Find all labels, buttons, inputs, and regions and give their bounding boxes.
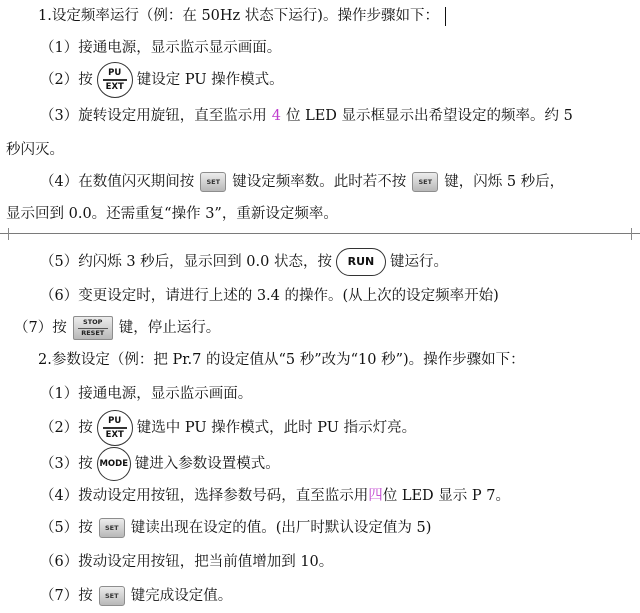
s1-step2-post: 键设定 PU 操作模式。 — [136, 72, 284, 88]
s2-step3-post: 键进入参数设置模式。 — [134, 456, 280, 472]
s1-step5-a: （5）约闪烁 3 秒后，显示回到 0.0 状态，按 — [40, 254, 332, 270]
s2-step2-pre: （2）按 — [40, 420, 93, 436]
s1-step3-a: （3）旋转设定用旋钮，直至监示用 — [40, 108, 267, 124]
ext-label: EXT — [105, 429, 124, 440]
s1-step1-text: （1）接通电源，显示监示显示画面。 — [40, 40, 282, 56]
reset-label: RESET — [81, 328, 105, 337]
s1-step3-cont — [6, 140, 64, 160]
s2-step6 — [40, 552, 333, 572]
stop-reset-key-icon — [73, 316, 113, 340]
s2-step7 — [40, 586, 232, 606]
s2-step3 — [40, 454, 280, 474]
s1-step5 — [40, 252, 448, 272]
s1-step7-b: 键，停止运行。 — [118, 320, 221, 336]
s2-step5-post: 键读出现在设定的值。(出厂时默认设定值为 5) — [130, 520, 432, 536]
pu-ext-key-icon — [97, 410, 133, 446]
s1-step4-c: 键，闪烁 5 秒后， — [444, 174, 565, 190]
page-break — [0, 232, 640, 236]
ext-label: EXT — [105, 81, 124, 92]
text-cursor — [445, 7, 447, 26]
s2-step5-pre: （5）按 — [40, 520, 93, 536]
section2-heading — [38, 350, 525, 370]
s1-step6-text: （6）变更设定时，请进行上述的 3.4 的操作。(从上次的设定频率开始) — [40, 288, 499, 304]
s1-step3-b: 位 LED 显示框显示出希望设定的频率。约 5 — [285, 108, 573, 124]
s1-step2-pre: （2）按 — [40, 72, 93, 88]
stop-label: STOP — [83, 318, 103, 327]
s1-step6 — [40, 286, 499, 306]
set-key-icon: SET — [200, 172, 226, 192]
pu-label: PU — [108, 67, 122, 78]
set-key-icon: SET — [99, 518, 125, 538]
s1-step4-b: 键设定频率数。此时若不按 — [232, 174, 407, 190]
s1-step4-cont — [6, 204, 338, 224]
s2-step7-pre: （7）按 — [40, 588, 93, 604]
s2-step2-post: 键选中 PU 操作模式，此时 PU 指示灯亮。 — [136, 420, 417, 436]
s2-step1-text: （1）接通电源，显示监示画面。 — [40, 386, 253, 402]
s1-step7 — [14, 318, 220, 338]
s2-step4-a: （4）拨动设定用按钮，选择参数号码，直至监示用 — [40, 488, 369, 504]
section1-heading — [38, 6, 446, 26]
s2-step1 — [40, 384, 252, 404]
mode-key-icon: MODE — [97, 447, 131, 481]
s2-step6-text: （6）拨动设定用按钮，把当前值增加到 10。 — [40, 554, 334, 570]
s1-step5-b: 键运行。 — [389, 254, 448, 270]
s2-step4-b: 位 LED 显示 P 7。 — [382, 488, 510, 504]
set-key-icon: SET — [99, 586, 125, 606]
s2-step5 — [40, 518, 431, 538]
s1-step1 — [40, 38, 281, 58]
s2-step7-post: 键完成设定值。 — [130, 588, 233, 604]
pu-ext-key-icon — [97, 62, 133, 98]
s2-step3-pre: （3）按 — [40, 456, 93, 472]
set-key-icon: SET — [412, 172, 438, 192]
s2-step4 — [40, 486, 510, 506]
section1-heading-text: 1.设定频率运行（例：在 50Hz 状态下运行)。操作步骤如下： — [38, 8, 439, 24]
pu-label: PU — [108, 415, 122, 426]
s1-step4 — [40, 172, 564, 192]
s1-step7-a: （7）按 — [14, 320, 67, 336]
s1-step4-a: （4）在数值闪灭期间按 — [40, 174, 195, 190]
s2-step2 — [40, 415, 417, 440]
s1-step3-cont-text: 秒闪灭。 — [6, 142, 64, 158]
s1-step2 — [40, 67, 284, 92]
s1-step3-highlight: 4 — [271, 108, 281, 124]
s2-step4-highlight: 四 — [368, 488, 383, 504]
s1-step3 — [40, 106, 573, 126]
run-key-icon: RUN — [336, 248, 386, 276]
section2-heading-text: 2.参数设定（例：把 Pr.7 的设定值从“5 秒”改为“10 秒”)。操作步骤如下： — [38, 352, 525, 368]
s1-step4-cont-text: 显示回到 0.0。还需重复“操作 3”，重新设定频率。 — [6, 206, 338, 222]
